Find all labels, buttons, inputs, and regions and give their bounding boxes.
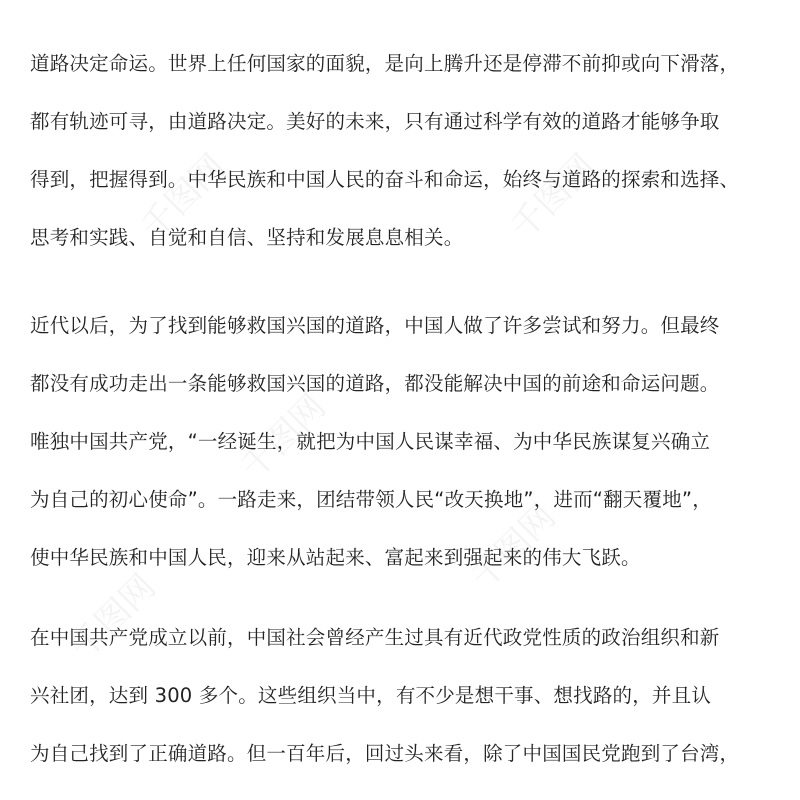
text-line: 思考和实践、自觉和自信、坚持和发展息息相关。 [30, 226, 464, 249]
text-line: 在中国共产党成立以前，中国社会曾经产生过具有近代政党性质的政治组织和新 [30, 626, 720, 649]
paragraph-1 [30, 35, 790, 267]
paragraph-2 [30, 297, 790, 587]
watermark: 千图网 [503, 146, 604, 248]
text-line: 兴社团，达到 300 多个。这些组织当中，有不少是想干事、想找路的，并且认 [30, 684, 712, 707]
text-line: 使中华民族和中国人民，迎来从站起来、富起来到强起来的伟大飞跃。 [30, 546, 641, 569]
watermark: 千图网 [133, 146, 234, 248]
watermark: 千图网 [63, 566, 164, 668]
text-line: 为自己找到了正确道路。但一百年后，回过头来看，除了中国国民党跑到了台湾， [30, 742, 740, 765]
text-line: 得到，把握得到。中华民族和中国人民的奋斗和命运，始终与道路的探索和选择、 [30, 168, 740, 191]
watermark: 千图网 [233, 386, 334, 488]
watermark: 千图网 [463, 496, 564, 598]
paragraph-3 [30, 609, 790, 783]
text-line: 都有轨迹可寻，由道路决定。美好的未来，只有通过科学有效的道路才能够争取 [30, 110, 720, 133]
text-line: 近代以后，为了找到能够救国兴国的道路，中国人做了许多尝试和努力。但最终 [30, 314, 720, 337]
text-line: 唯独中国共产党，“一经诞生，就把为中国人民谋幸福、为中华民族谋复兴确立 [30, 430, 711, 453]
text-line: 道路决定命运。世界上任何国家的面貌，是向上腾升还是停滞不前抑或向下滑落， [30, 52, 740, 75]
text-line: 为自己的初心使命”。一路走来，团结带领人民“改天换地”，进而“翻天覆地”， [30, 488, 712, 511]
text-line: 都没有成功走出一条能够救国兴国的道路，都没能解决中国的前途和命运问题。 [30, 372, 720, 395]
